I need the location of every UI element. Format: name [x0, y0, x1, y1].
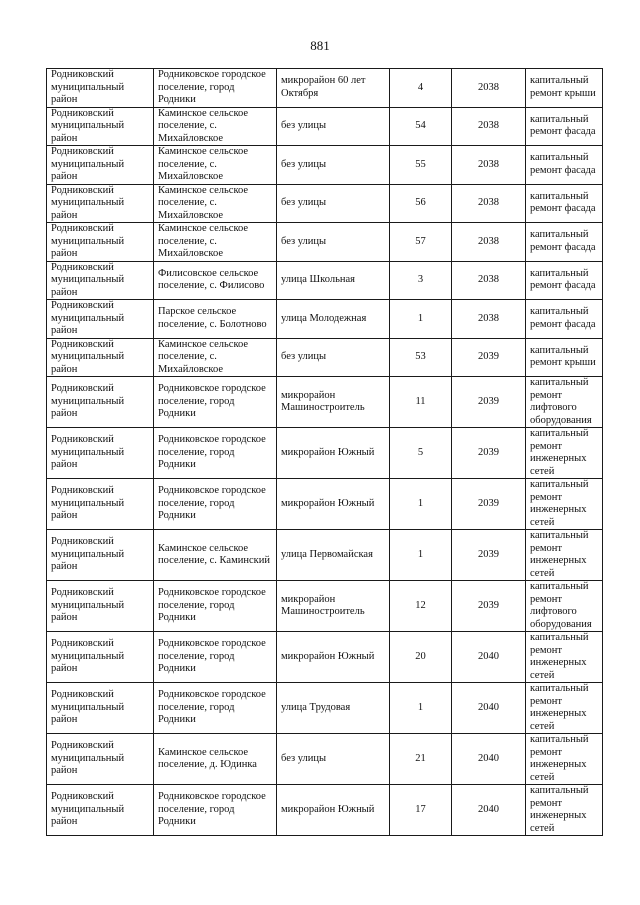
- work-type-cell: капитальный ремонт фасада: [526, 184, 603, 223]
- table-row: [47, 479, 603, 530]
- year-cell: 2040: [452, 632, 526, 683]
- table-row: [47, 683, 603, 734]
- work-type-cell: капитальный ремонт крыши: [526, 69, 603, 108]
- year-cell: 2039: [452, 530, 526, 581]
- year-cell: 2038: [452, 223, 526, 262]
- district-cell: Родниковский муниципальный район: [47, 146, 154, 185]
- house-number-cell: 5: [390, 428, 452, 479]
- house-number-cell: 56: [390, 184, 452, 223]
- work-type-cell: капитальный ремонт инженерных сетей: [526, 734, 603, 785]
- table-row: [47, 69, 603, 108]
- settlement-cell: Каминское сельское поселение, с. Михайловское: [154, 184, 277, 223]
- house-number-cell: 54: [390, 107, 452, 146]
- table-row: [47, 184, 603, 223]
- street-cell: микрорайон Южный: [277, 632, 390, 683]
- table-row: [47, 785, 603, 836]
- district-cell: Родниковский муниципальный район: [47, 785, 154, 836]
- settlement-cell: Филисовское сельское поселение, с. Филисово: [154, 261, 277, 300]
- year-cell: 2040: [452, 785, 526, 836]
- year-cell: 2040: [452, 683, 526, 734]
- work-type-cell: капитальный ремонт фасада: [526, 107, 603, 146]
- street-cell: без улицы: [277, 734, 390, 785]
- street-cell: без улицы: [277, 223, 390, 262]
- work-type-cell: капитальный ремонт фасада: [526, 300, 603, 339]
- work-type-cell: капитальный ремонт инженерных сетей: [526, 530, 603, 581]
- street-cell: микрорайон Машиностроитель: [277, 581, 390, 632]
- settlement-cell: Каминское сельское поселение, д. Юдинка: [154, 734, 277, 785]
- settlement-cell: Родниковское городское поселение, город Родники: [154, 377, 277, 428]
- settlement-cell: Родниковское городское поселение, город Родники: [154, 69, 277, 108]
- settlement-cell: Родниковское городское поселение, город Родники: [154, 785, 277, 836]
- settlement-cell: Родниковское городское поселение, город Родники: [154, 632, 277, 683]
- house-number-cell: 1: [390, 530, 452, 581]
- work-type-cell: капитальный ремонт фасада: [526, 146, 603, 185]
- work-type-cell: капитальный ремонт фасада: [526, 261, 603, 300]
- settlement-cell: Каминское сельское поселение, с. Михайловское: [154, 338, 277, 377]
- year-cell: 2038: [452, 146, 526, 185]
- street-cell: улица Школьная: [277, 261, 390, 300]
- street-cell: без улицы: [277, 107, 390, 146]
- table-row: [47, 530, 603, 581]
- table-row: [47, 261, 603, 300]
- district-cell: Родниковский муниципальный район: [47, 338, 154, 377]
- work-type-cell: капитальный ремонт инженерных сетей: [526, 428, 603, 479]
- district-cell: Родниковский муниципальный район: [47, 428, 154, 479]
- settlement-cell: Родниковское городское поселение, город Родники: [154, 428, 277, 479]
- street-cell: микрорайон 60 лет Октября: [277, 69, 390, 108]
- street-cell: микрорайон Южный: [277, 428, 390, 479]
- district-cell: Родниковский муниципальный район: [47, 734, 154, 785]
- district-cell: Родниковский муниципальный район: [47, 530, 154, 581]
- district-cell: Родниковский муниципальный район: [47, 184, 154, 223]
- work-type-cell: капитальный ремонт инженерных сетей: [526, 632, 603, 683]
- year-cell: 2039: [452, 581, 526, 632]
- table-row: [47, 428, 603, 479]
- housing-repair-table: [46, 68, 603, 836]
- work-type-cell: капитальный ремонт инженерных сетей: [526, 785, 603, 836]
- table-row: [47, 223, 603, 262]
- settlement-cell: Родниковское городское поселение, город Родники: [154, 479, 277, 530]
- street-cell: улица Трудовая: [277, 683, 390, 734]
- table-row: [47, 581, 603, 632]
- table-row: [47, 734, 603, 785]
- table-row: [47, 146, 603, 185]
- work-type-cell: капитальный ремонт крыши: [526, 338, 603, 377]
- year-cell: 2038: [452, 107, 526, 146]
- house-number-cell: 1: [390, 300, 452, 339]
- table-row: [47, 300, 603, 339]
- house-number-cell: 11: [390, 377, 452, 428]
- year-cell: 2038: [452, 261, 526, 300]
- work-type-cell: капитальный ремонт инженерных сетей: [526, 683, 603, 734]
- table-row: [47, 338, 603, 377]
- street-cell: микрорайон Южный: [277, 785, 390, 836]
- street-cell: без улицы: [277, 184, 390, 223]
- house-number-cell: 20: [390, 632, 452, 683]
- street-cell: улица Первомайская: [277, 530, 390, 581]
- year-cell: 2039: [452, 428, 526, 479]
- year-cell: 2039: [452, 377, 526, 428]
- house-number-cell: 1: [390, 479, 452, 530]
- house-number-cell: 57: [390, 223, 452, 262]
- page-number: 881: [310, 38, 330, 53]
- table-body: [47, 69, 603, 836]
- district-cell: Родниковский муниципальный район: [47, 300, 154, 339]
- street-cell: микрорайон Южный: [277, 479, 390, 530]
- house-number-cell: 55: [390, 146, 452, 185]
- work-type-cell: капитальный ремонт фасада: [526, 223, 603, 262]
- district-cell: Родниковский муниципальный район: [47, 683, 154, 734]
- district-cell: Родниковский муниципальный район: [47, 581, 154, 632]
- house-number-cell: 1: [390, 683, 452, 734]
- year-cell: 2038: [452, 300, 526, 339]
- street-cell: без улицы: [277, 146, 390, 185]
- table-row: [47, 107, 603, 146]
- work-type-cell: капитальный ремонт инженерных сетей: [526, 479, 603, 530]
- district-cell: Родниковский муниципальный район: [47, 261, 154, 300]
- settlement-cell: Родниковское городское поселение, город Родники: [154, 683, 277, 734]
- year-cell: 2038: [452, 184, 526, 223]
- house-number-cell: 12: [390, 581, 452, 632]
- street-cell: микрорайон Машиностроитель: [277, 377, 390, 428]
- house-number-cell: 21: [390, 734, 452, 785]
- settlement-cell: Парское сельское поселение, с. Болотново: [154, 300, 277, 339]
- settlement-cell: Родниковское городское поселение, город Родники: [154, 581, 277, 632]
- house-number-cell: 3: [390, 261, 452, 300]
- year-cell: 2038: [452, 69, 526, 108]
- house-number-cell: 17: [390, 785, 452, 836]
- street-cell: улица Молодежная: [277, 300, 390, 339]
- settlement-cell: Каминское сельское поселение, с. Михайловское: [154, 223, 277, 262]
- table-row: [47, 632, 603, 683]
- work-type-cell: капитальный ремонт лифтового оборудования: [526, 377, 603, 428]
- year-cell: 2039: [452, 479, 526, 530]
- district-cell: Родниковский муниципальный район: [47, 479, 154, 530]
- settlement-cell: Каминское сельское поселение, с. Михайловское: [154, 107, 277, 146]
- settlement-cell: Каминское сельское поселение, с. Михайловское: [154, 146, 277, 185]
- house-number-cell: 53: [390, 338, 452, 377]
- district-cell: Родниковский муниципальный район: [47, 377, 154, 428]
- settlement-cell: Каминское сельское поселение, с. Каминский: [154, 530, 277, 581]
- house-number-cell: 4: [390, 69, 452, 108]
- table-row: [47, 377, 603, 428]
- work-type-cell: капитальный ремонт лифтового оборудования: [526, 581, 603, 632]
- street-cell: без улицы: [277, 338, 390, 377]
- district-cell: Родниковский муниципальный район: [47, 632, 154, 683]
- year-cell: 2039: [452, 338, 526, 377]
- year-cell: 2040: [452, 734, 526, 785]
- district-cell: Родниковский муниципальный район: [47, 223, 154, 262]
- district-cell: Родниковский муниципальный район: [47, 107, 154, 146]
- district-cell: Родниковский муниципальный район: [47, 69, 154, 108]
